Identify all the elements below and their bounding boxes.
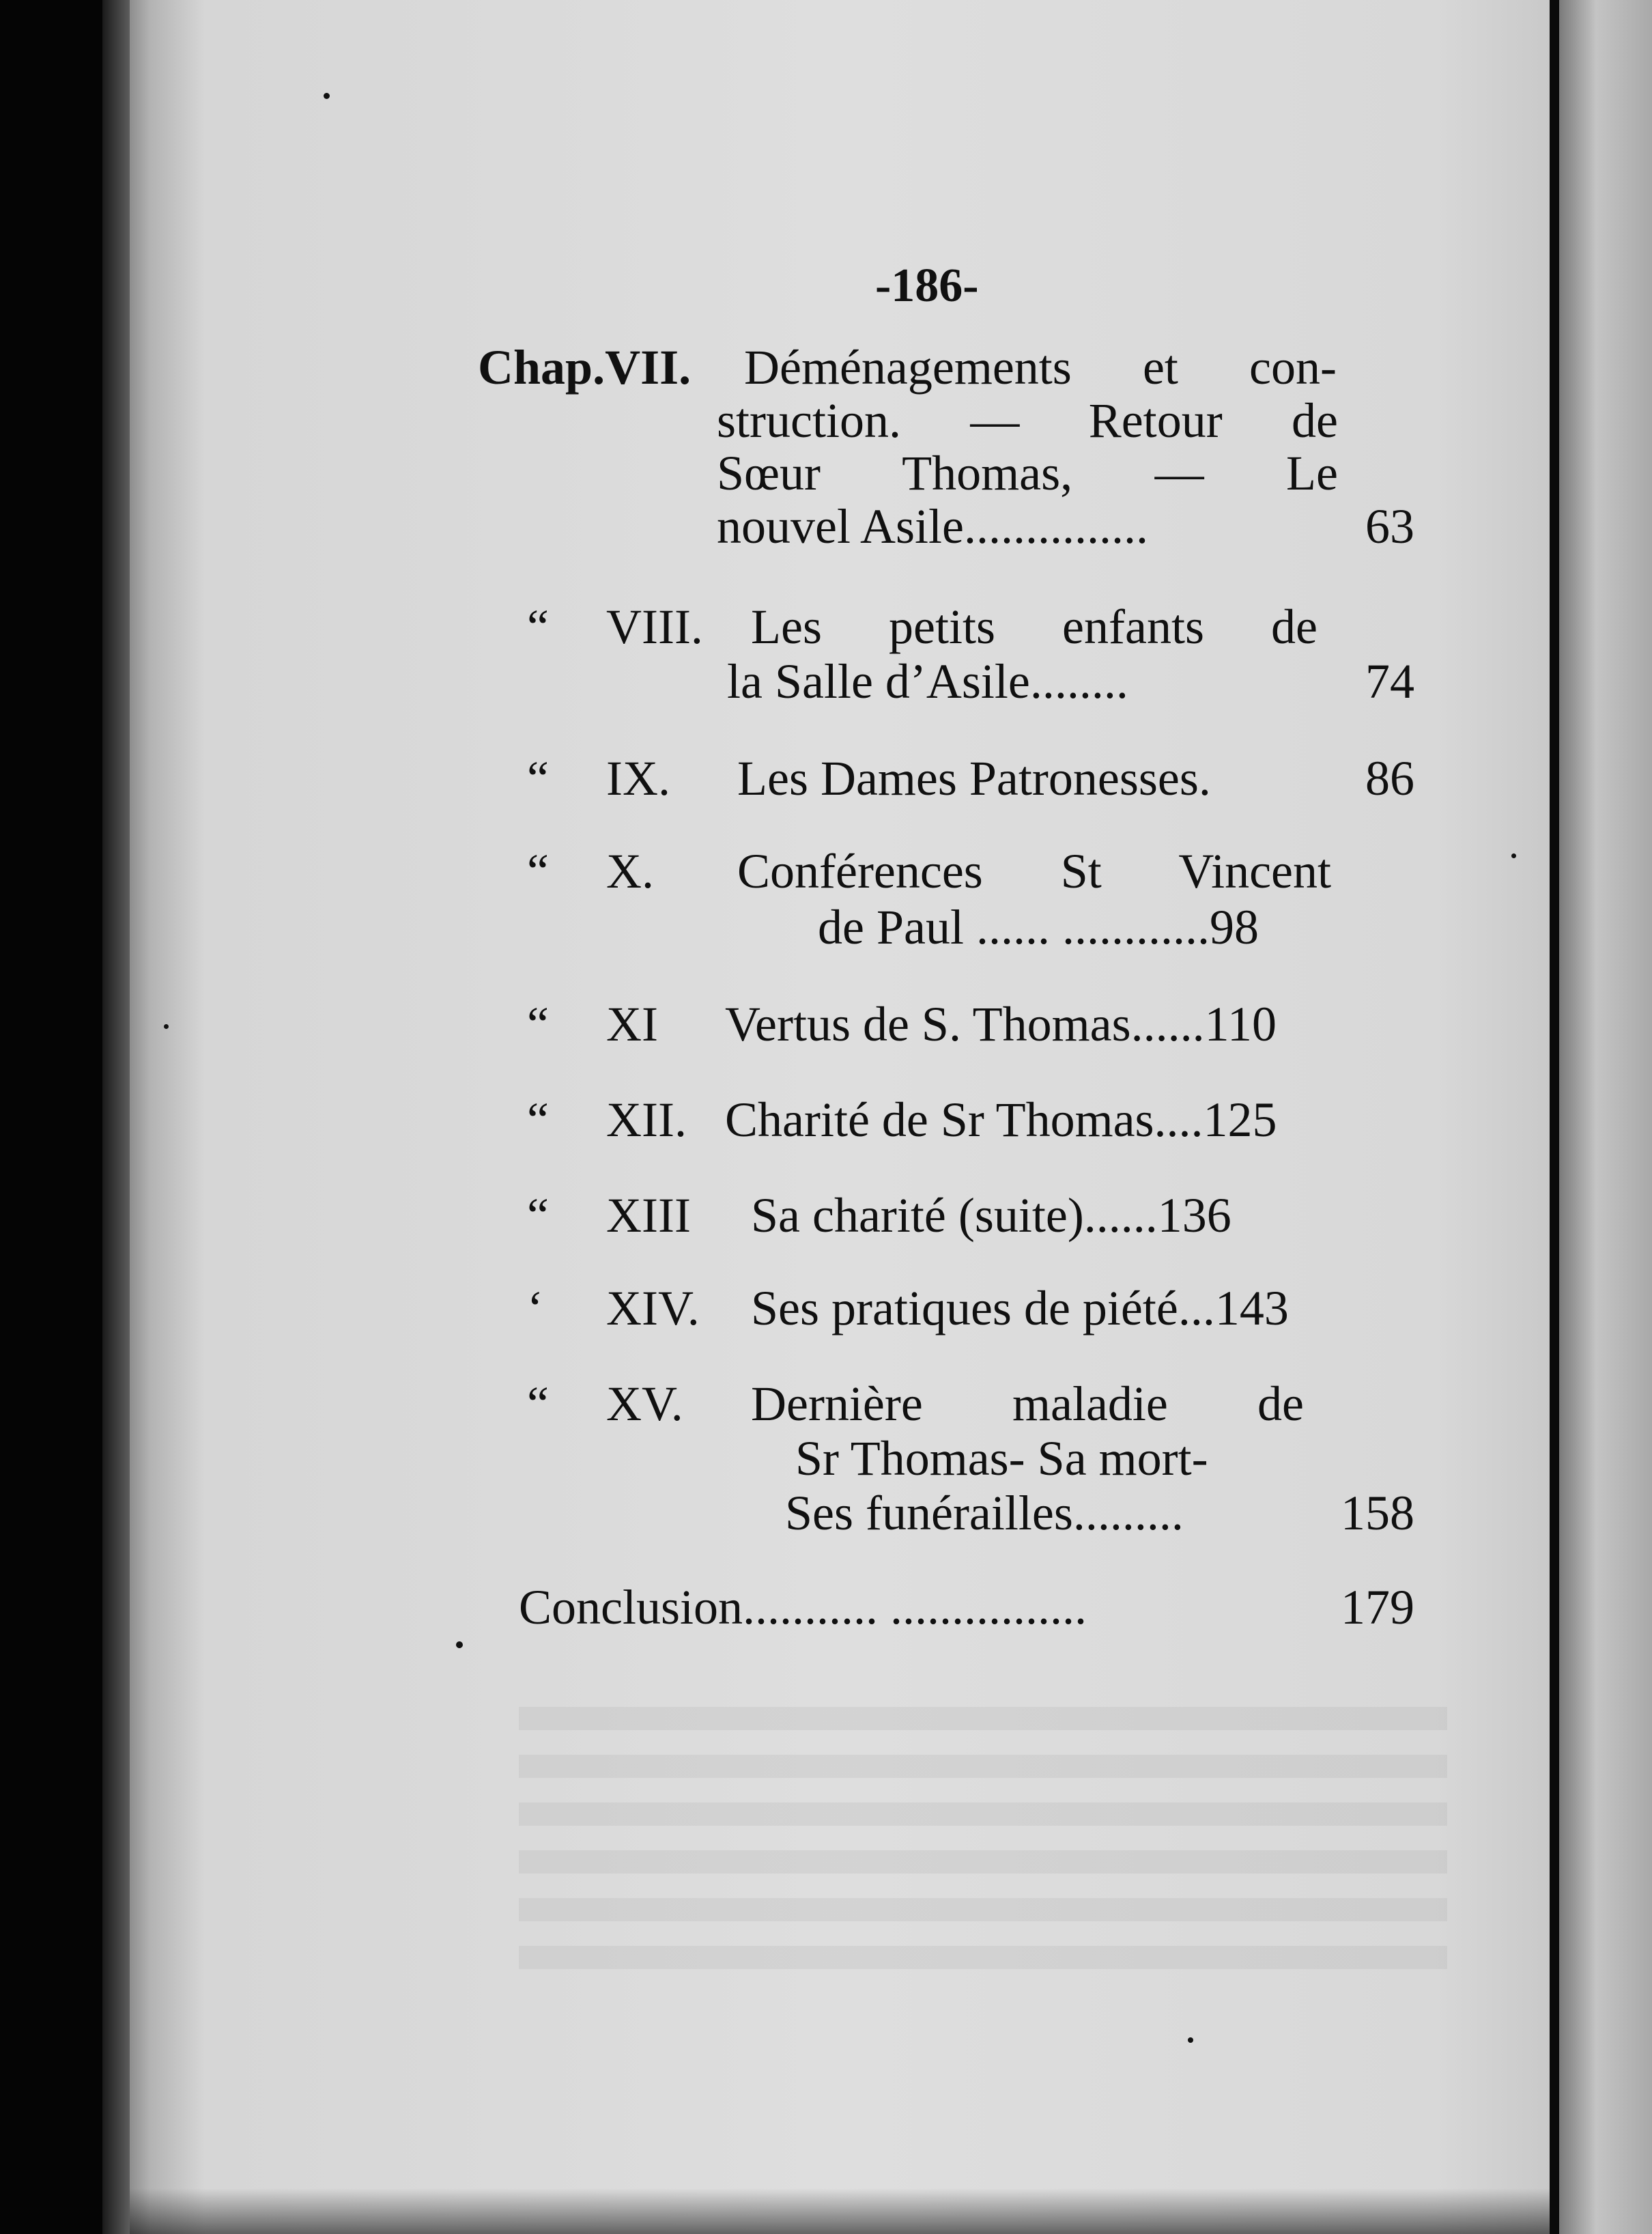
toc-ch10-ditto: “ — [527, 844, 549, 899]
toc-ch13-ditto: “ — [527, 1188, 549, 1243]
toc-conclusion-page: 179 — [1341, 1580, 1414, 1635]
toc-ch14-title: Ses pratiques de piété...143 — [751, 1281, 1289, 1335]
toc-ch7-line1: Déménagements et con- — [744, 340, 1337, 395]
toc-ch8-numeral: VIII. — [606, 599, 703, 654]
bleed-through-texture — [519, 1707, 1447, 1994]
toc-ch14-numeral: XIV. — [606, 1281, 700, 1335]
toc-conclusion-label: Conclusion........... ................ — [519, 1580, 1087, 1635]
page-right-edge — [1550, 0, 1559, 2234]
toc-ch15-line2: Sr Thomas- Sa mort- — [795, 1431, 1208, 1486]
toc-ch7-line2: struction. — Retour de — [717, 393, 1338, 448]
scan-speck — [164, 1024, 169, 1029]
toc-ch11-ditto: “ — [527, 997, 549, 1051]
toc-ch15-page: 158 — [1341, 1486, 1414, 1540]
toc-ch11-title: Vertus de S. Thomas......110 — [725, 997, 1277, 1051]
page-bottom-shadow — [130, 2188, 1550, 2234]
toc-ch15-numeral: XV. — [606, 1376, 683, 1431]
toc-ch9-ditto: “ — [527, 751, 549, 806]
toc-ch13-numeral: XIII — [606, 1188, 691, 1243]
scan-speck — [456, 1641, 463, 1648]
toc-ch12-numeral: XII. — [606, 1092, 687, 1147]
scan-speck — [1188, 2037, 1193, 2043]
toc-ch8-line1: Les petits enfants de — [751, 599, 1318, 654]
toc-ch15-ditto: “ — [527, 1376, 549, 1431]
page-number: -186- — [875, 259, 979, 312]
toc-ch8-page: 74 — [1365, 654, 1414, 709]
toc-ch15-line3: Ses funérailles......... — [785, 1486, 1184, 1540]
toc-ch9-page: 86 — [1365, 751, 1414, 806]
scan-speck — [1511, 853, 1516, 858]
toc-ch9-title: Les Dames Patronesses. — [737, 751, 1211, 806]
toc-ch13-title: Sa charité (suite)......136 — [751, 1188, 1231, 1243]
toc-ch7-page: 63 — [1365, 499, 1414, 554]
toc-ch8-ditto: “ — [527, 599, 549, 654]
toc-ch7-line4: nouvel Asile............... — [717, 499, 1148, 554]
toc-ch10-line1: Conférences St Vincent — [737, 844, 1331, 899]
toc-ch9-numeral: IX. — [606, 751, 670, 806]
toc-ch7-label: Chap.VII. — [478, 340, 692, 395]
toc-ch14-ditto: ‘ — [527, 1281, 543, 1335]
toc-ch12-ditto: “ — [527, 1092, 549, 1147]
toc-ch11-numeral: XI — [606, 997, 658, 1051]
toc-ch8-line2: la Salle d’Asile........ — [727, 654, 1128, 709]
facing-page-strip — [1559, 0, 1652, 2234]
toc-ch15-line1: Dernière maladie de — [751, 1376, 1304, 1431]
toc-ch12-title: Charité de Sr Thomas....125 — [725, 1092, 1277, 1147]
toc-ch10-numeral: X. — [606, 844, 654, 899]
toc-ch7-line3: Sœur Thomas, — Le — [717, 446, 1338, 500]
toc-ch10-line2: de Paul ...... ............98 — [818, 900, 1259, 955]
scan-speck — [324, 93, 330, 99]
